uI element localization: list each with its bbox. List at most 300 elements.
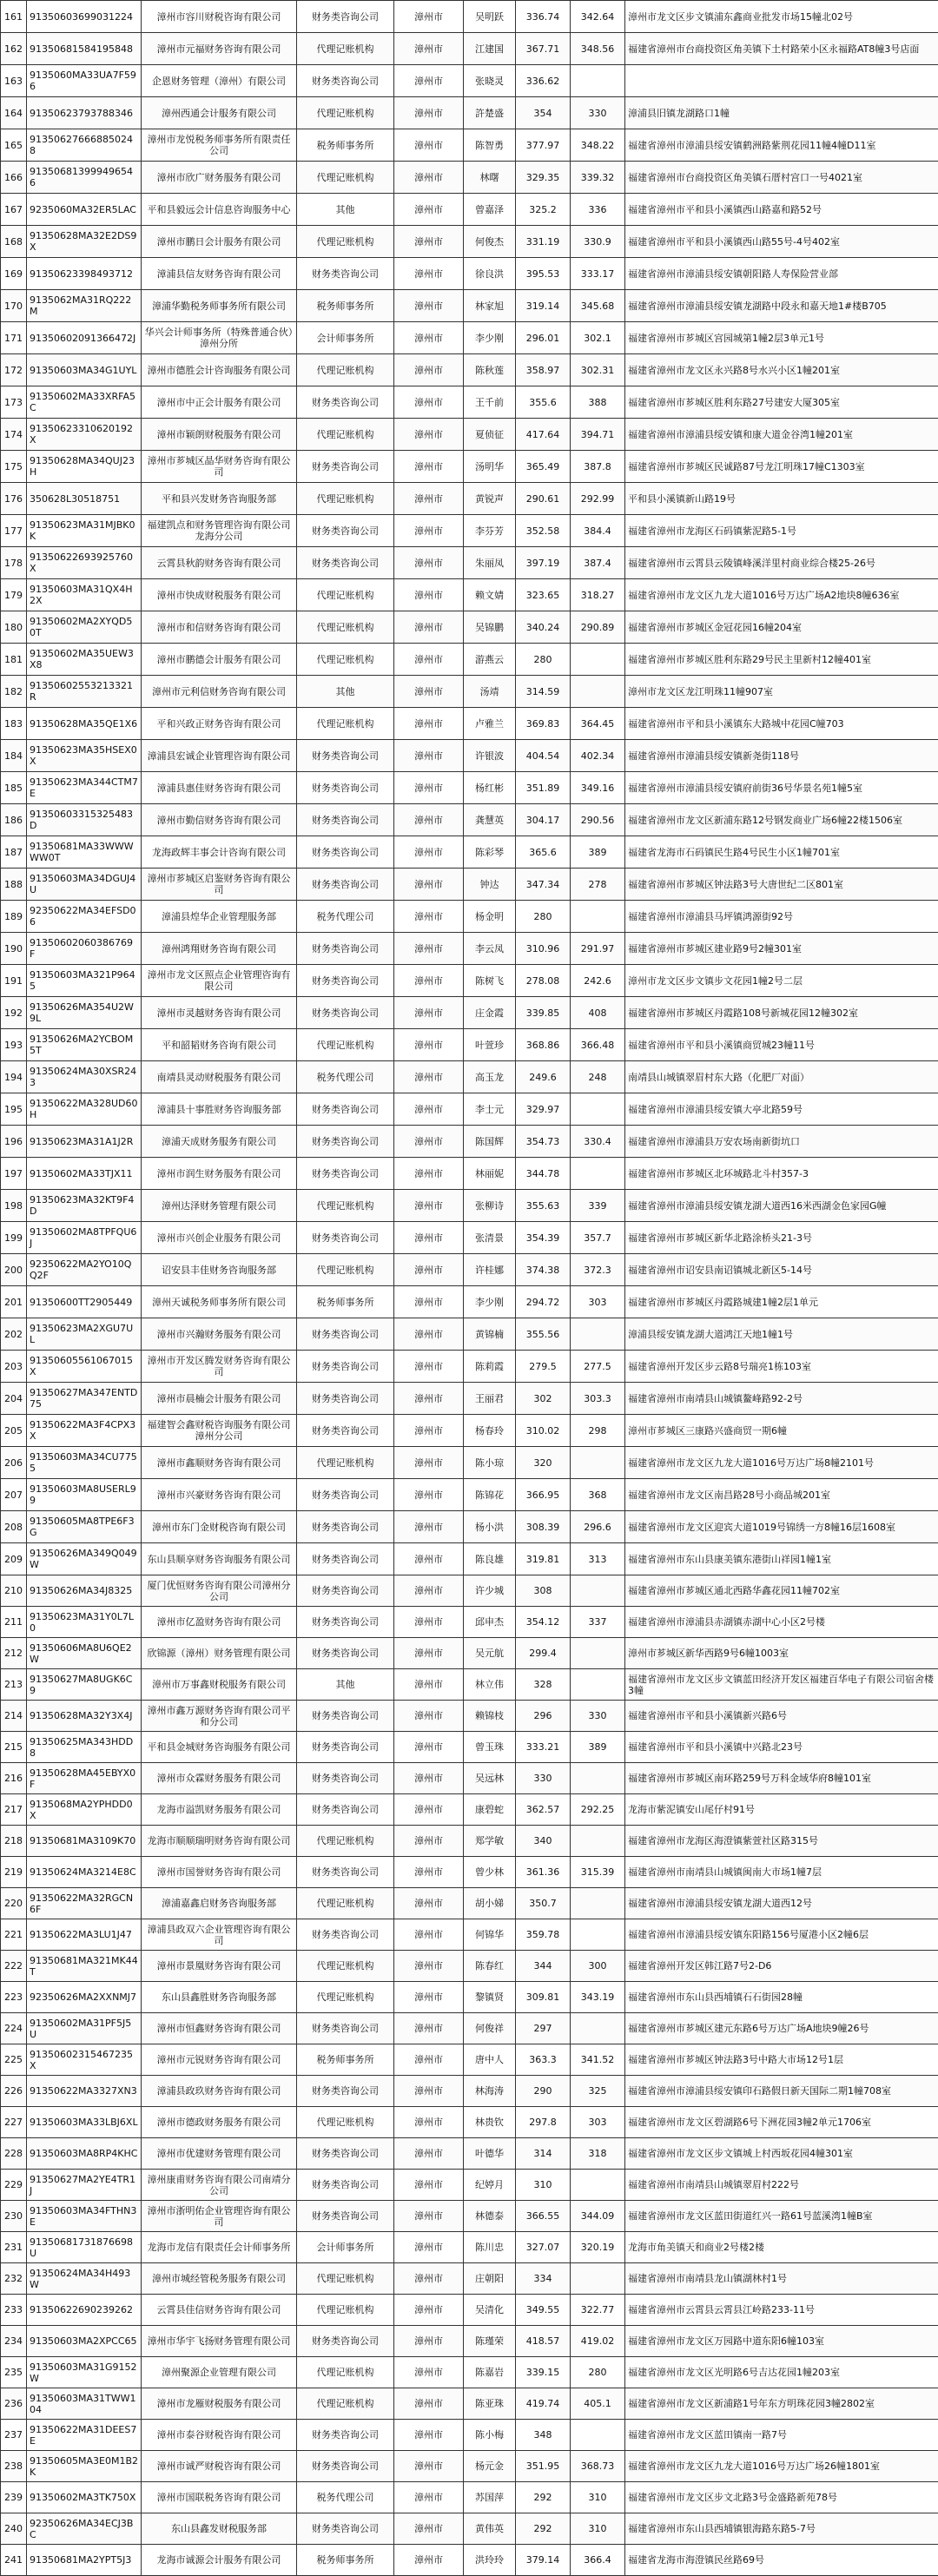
- score-a: 340: [516, 1826, 571, 1857]
- score-b: 368.73: [571, 2451, 625, 2482]
- row-number: 183: [1, 708, 27, 740]
- score-b: 394.71: [571, 419, 625, 451]
- company-type: 财务类咨询公司: [297, 1701, 394, 1732]
- score-a: 280: [516, 644, 571, 676]
- city: 漳州市: [394, 740, 464, 772]
- company-name: 漳州市开发区腾发财务咨询有限公司: [142, 1351, 297, 1383]
- company-type: 税务代理公司: [297, 1061, 394, 1093]
- row-number: 178: [1, 547, 27, 579]
- address: 福建省漳州市芗城区钟法路3号大唐世纪二区801室: [625, 869, 938, 901]
- table-row: [1, 933, 938, 965]
- table-row: [1, 1351, 938, 1383]
- city: 漳州市: [394, 2451, 464, 2482]
- row-number: 164: [1, 97, 27, 129]
- contact-name: 邱申杰: [464, 1607, 516, 1638]
- contact-name: 纪婷月: [464, 2170, 516, 2201]
- company-name: 漳州市国联税务咨询有限公司: [142, 2482, 297, 2513]
- score-b: 280: [571, 2357, 625, 2388]
- company-type: 税务师事务所: [297, 1286, 394, 1318]
- row-number: 188: [1, 869, 27, 901]
- city: 漳州市: [394, 1511, 464, 1543]
- table-row: [1, 2044, 938, 2076]
- score-a: 355.63: [516, 1190, 571, 1222]
- address: 福建省漳州市漳浦县绥安镇龙湖大道西12号: [625, 1888, 938, 1919]
- city: 漳州市: [394, 1763, 464, 1794]
- contact-name: 苏国萍: [464, 2482, 516, 2513]
- company-name: 漳州市龙雁财税服务有限公司: [142, 2388, 297, 2420]
- company-type: 代理记账机构: [297, 611, 394, 644]
- table-row: [1, 2357, 938, 2388]
- contact-name: 吴明跃: [464, 1, 516, 33]
- contact-name: 许桂娜: [464, 1254, 516, 1286]
- address: 福建省漳州市平和县小溪镇中兴路北23号: [625, 1732, 938, 1763]
- table-row: [1, 1888, 938, 1919]
- company-name: 漳州市元福财务咨询有限公司: [142, 33, 297, 65]
- row-number: 200: [1, 1254, 27, 1286]
- city: 漳州市: [394, 386, 464, 419]
- company-type: 财务类咨询公司: [297, 1794, 394, 1826]
- row-number: 161: [1, 1, 27, 33]
- table-row: [1, 2388, 938, 2420]
- address: 龙海市紫泥镇安山尾仔村91号: [625, 1794, 938, 1826]
- score-b: 302.31: [571, 354, 625, 386]
- city: 漳州市: [394, 997, 464, 1029]
- address: 福建省漳州市漳浦县绥安镇龙湖大道西16米西湖金色家园G幢: [625, 1190, 938, 1222]
- company-type: 代理记账机构: [297, 2263, 394, 2295]
- address: 福建省漳州市芗城区宫园城第1幢2层3单元1号: [625, 322, 938, 354]
- city: 漳州市: [394, 1190, 464, 1222]
- table-row: [1, 2326, 938, 2357]
- address: 福建省漳州市东山县西埔镇石石街园28幢: [625, 1982, 938, 2013]
- company-name: 平和县毅远会计信息咨询服务中心: [142, 194, 297, 226]
- company-type: 财务类咨询公司: [297, 1919, 394, 1951]
- city: 漳州市: [394, 2545, 464, 2576]
- table-row: [1, 354, 938, 386]
- table-row: [1, 1857, 938, 1888]
- address: 漳州市芗城区新华西路9号6幢1003室: [625, 1638, 938, 1669]
- address: 福建省漳州市漳浦县万安农场南新街坑口: [625, 1126, 938, 1158]
- company-name: 漳州市鹏德会计服务有限公司: [142, 644, 297, 676]
- city: 漳州市: [394, 226, 464, 258]
- company-type: 代理记账机构: [297, 1888, 394, 1919]
- company-type: 税务师事务所: [297, 2545, 394, 2576]
- city: 漳州市: [394, 804, 464, 836]
- company-name: 漳州市容川财税咨询有限公司: [142, 1, 297, 33]
- company-type: 财务类咨询公司: [297, 2420, 394, 2451]
- company-name: 云霄县秋韵财务咨询有限公司: [142, 547, 297, 579]
- address: 福建省漳州市漳浦县绥安镇印石路假日新天国际二期1幢708室: [625, 2076, 938, 2107]
- table-row: [1, 965, 938, 997]
- credit-code: 91350627MA2YE4TR1J: [27, 2170, 142, 2201]
- company-type: 财务类咨询公司: [297, 997, 394, 1029]
- table-row: [1, 1919, 938, 1951]
- company-type: 财务类咨询公司: [297, 1638, 394, 1669]
- credit-code: 91350605MA8TPE6F3G: [27, 1511, 142, 1543]
- city: 漳州市: [394, 1415, 464, 1447]
- company-type: 财务类咨询公司: [297, 1607, 394, 1638]
- address: 福建省漳州市龙文区步文镇蓝田经济开发区福建百华电子有限公司宿舍楼3幢: [625, 1669, 938, 1701]
- credit-code: 91350681731876698U: [27, 2232, 142, 2263]
- score-b: [571, 1158, 625, 1190]
- city: 漳州市: [394, 2201, 464, 2232]
- table-row: [1, 1794, 938, 1826]
- city: 漳州市: [394, 1, 464, 33]
- address: 福建省漳州市南靖县山城镇闽南大市场1幢7层: [625, 1857, 938, 1888]
- credit-code: 91350681MA2YPT5J3: [27, 2545, 142, 2576]
- credit-code: 91350603MA31G9152W: [27, 2357, 142, 2388]
- city: 漳州市: [394, 547, 464, 579]
- score-b: [571, 65, 625, 97]
- row-number: 225: [1, 2044, 27, 2076]
- score-a: 355.56: [516, 1318, 571, 1351]
- score-b: 387.8: [571, 451, 625, 483]
- company-name: 漳州市城经管税务服务有限公司: [142, 2263, 297, 2295]
- row-number: 193: [1, 1029, 27, 1061]
- company-type: 代理记账机构: [297, 483, 394, 515]
- address: 福建省漳州市漳浦县赤湖镇赤湖中心小区2号楼: [625, 1607, 938, 1638]
- table-row: [1, 97, 938, 129]
- address: 福建省漳州市平和县小溪镇新兴路6号: [625, 1701, 938, 1732]
- score-b: 341.52: [571, 2044, 625, 2076]
- company-name: 漳州市诚严财税咨询有限公司: [142, 2451, 297, 2482]
- company-name: 漳浦县宏诚企业管理咨询有限公司: [142, 740, 297, 772]
- company-type: 财务类咨询公司: [297, 1732, 394, 1763]
- city: 漳州市: [394, 2138, 464, 2170]
- credit-code: 91350602553213321R: [27, 676, 142, 708]
- contact-name: 陈莉霞: [464, 1351, 516, 1383]
- table-row: [1, 129, 938, 162]
- contact-name: 陈良雄: [464, 1543, 516, 1575]
- contact-name: 陈小琼: [464, 1447, 516, 1479]
- company-name: 平和兴政正财务咨询有限公司: [142, 708, 297, 740]
- row-number: 179: [1, 579, 27, 611]
- row-number: 168: [1, 226, 27, 258]
- row-number: 177: [1, 515, 27, 547]
- address: 福建省漳州市芗城区金冠花园16幢204室: [625, 611, 938, 644]
- city: 漳州市: [394, 194, 464, 226]
- row-number: 203: [1, 1351, 27, 1383]
- contact-name: 陈春红: [464, 1951, 516, 1982]
- city: 漳州市: [394, 1286, 464, 1318]
- city: 漳州市: [394, 1982, 464, 2013]
- score-a: 339.15: [516, 2357, 571, 2388]
- table-row: [1, 1222, 938, 1254]
- company-name: 漳州市兴创企业服务有限公司: [142, 1222, 297, 1254]
- address: 福建省漳州市平和县小溪镇西山路55号-4号402室: [625, 226, 938, 258]
- row-number: 235: [1, 2357, 27, 2388]
- row-number: 174: [1, 419, 27, 451]
- contact-name: 夏侦征: [464, 419, 516, 451]
- credit-code: 91350623MA31MJBK0K: [27, 515, 142, 547]
- credit-code: 91350603MA34DGUJ4U: [27, 869, 142, 901]
- row-number: 204: [1, 1383, 27, 1415]
- company-type: 财务类咨询公司: [297, 258, 394, 290]
- credit-code: 92350622MA34EFSD06: [27, 901, 142, 933]
- row-number: 219: [1, 1857, 27, 1888]
- score-a: 310: [516, 2170, 571, 2201]
- city: 漳州市: [394, 1158, 464, 1190]
- address: 福建省漳州市芗城区建业路9号2幢301室: [625, 933, 938, 965]
- address: 福建省漳州市芗城区胜利东路27号建安大厦305室: [625, 386, 938, 419]
- score-a: 354.12: [516, 1607, 571, 1638]
- score-b: 278: [571, 869, 625, 901]
- credit-code: 91350623MA31Y0L7L0: [27, 1607, 142, 1638]
- company-name: 福建智会鑫财税咨询服务有限公司漳州分公司: [142, 1415, 297, 1447]
- company-type: 财务类咨询公司: [297, 2013, 394, 2044]
- table-row: [1, 1543, 938, 1575]
- score-a: 320: [516, 1447, 571, 1479]
- credit-code: 92350622MA2YO10QQ2F: [27, 1254, 142, 1286]
- city: 漳州市: [394, 2513, 464, 2545]
- score-b: 292.25: [571, 1794, 625, 1826]
- address: 福建省漳州市平和县小溪镇西山路嘉和路52号: [625, 194, 938, 226]
- row-number: 229: [1, 2170, 27, 2201]
- city: 漳州市: [394, 322, 464, 354]
- company-type: 财务类咨询公司: [297, 804, 394, 836]
- company-type: 财务类咨询公司: [297, 1, 394, 33]
- score-a: 336.62: [516, 65, 571, 97]
- address: 福建省漳州市东山县西埔镇银海路东路5-7号: [625, 2513, 938, 2545]
- score-b: 322.77: [571, 2295, 625, 2326]
- score-a: 363.3: [516, 2044, 571, 2076]
- table-row: [1, 386, 938, 419]
- company-type: 财务类咨询公司: [297, 740, 394, 772]
- score-a: 347.34: [516, 869, 571, 901]
- address: 福建省漳州市漳浦县绥安镇龙湖路中段永和嘉天地1#楼B705: [625, 290, 938, 322]
- row-number: 239: [1, 2482, 27, 2513]
- score-b: 348.56: [571, 33, 625, 65]
- city: 漳州市: [394, 1222, 464, 1254]
- company-name: 漳浦县十事胜财务咨询服务部: [142, 1093, 297, 1126]
- table-row: [1, 162, 938, 194]
- city: 漳州市: [394, 290, 464, 322]
- score-b: 402.34: [571, 740, 625, 772]
- company-type: 代理记账机构: [297, 1826, 394, 1857]
- contact-name: 杨金明: [464, 901, 516, 933]
- company-name: 漳州市泰谷财税咨询有限公司: [142, 2420, 297, 2451]
- company-name: 漳州市鑫顺财务咨询有限公司: [142, 1447, 297, 1479]
- row-number: 230: [1, 2201, 27, 2232]
- company-type: 税务代理公司: [297, 901, 394, 933]
- credit-code: 913506813999496546: [27, 162, 142, 194]
- credit-code: 91350627MA347ENTD75: [27, 1383, 142, 1415]
- row-number: 191: [1, 965, 27, 997]
- credit-code: 91350603MA8RP4KHC: [27, 2138, 142, 2170]
- company-name: 漳州西通会计服务有限公司: [142, 97, 297, 129]
- row-number: 238: [1, 2451, 27, 2482]
- contact-name: 吴清化: [464, 2295, 516, 2326]
- credit-code: 91350602MA2XYQD50T: [27, 611, 142, 644]
- contact-name: 黎镇贤: [464, 1982, 516, 2013]
- city: 漳州市: [394, 2044, 464, 2076]
- row-number: 214: [1, 1701, 27, 1732]
- address: 福建省漳州市平和县小溪镇商贸城23幢11号: [625, 1029, 938, 1061]
- table-row: [1, 1093, 938, 1126]
- row-number: 232: [1, 2263, 27, 2295]
- contact-name: 汤明华: [464, 451, 516, 483]
- row-number: 173: [1, 386, 27, 419]
- row-number: 223: [1, 1982, 27, 2013]
- row-number: 181: [1, 644, 27, 676]
- contact-name: 黄伟英: [464, 2513, 516, 2545]
- city: 漳州市: [394, 1254, 464, 1286]
- table-row: [1, 836, 938, 869]
- company-type: 代理记账机构: [297, 1190, 394, 1222]
- city: 漳州市: [394, 836, 464, 869]
- table-row: [1, 772, 938, 804]
- table-row: [1, 2295, 938, 2326]
- score-a: 366.55: [516, 2201, 571, 2232]
- credit-code: 91350623310620192X: [27, 419, 142, 451]
- score-b: [571, 1763, 625, 1794]
- score-a: 314: [516, 2138, 571, 2170]
- score-b: 290.56: [571, 804, 625, 836]
- company-type: 财务类咨询公司: [297, 1575, 394, 1607]
- contact-name: 陈秋莲: [464, 354, 516, 386]
- credit-code: 91350627MA8UGK6C9: [27, 1669, 142, 1701]
- company-type: 代理记账机构: [297, 1447, 394, 1479]
- contact-name: 吴元航: [464, 1638, 516, 1669]
- row-number: 210: [1, 1575, 27, 1607]
- credit-code: 913506276668850248: [27, 129, 142, 162]
- credit-code: 91350628MA32Y3X4J: [27, 1701, 142, 1732]
- company-type: 财务类咨询公司: [297, 1857, 394, 1888]
- contact-name: 龚慧英: [464, 804, 516, 836]
- table-row: [1, 1447, 938, 1479]
- score-a: 278.08: [516, 965, 571, 997]
- table-row: [1, 1158, 938, 1190]
- address: 福建省漳州市漳浦县绥安镇新尧街118号: [625, 740, 938, 772]
- address: 福建省漳州市龙文区万园路中道东阳6幢103室: [625, 2326, 938, 2357]
- company-name: 漳州市万事鑫财税服务有限公司: [142, 1669, 297, 1701]
- score-b: [571, 1575, 625, 1607]
- address: 福建省龙海市海澄镇民丝路69号: [625, 2545, 938, 2576]
- company-type: 财务类咨询公司: [297, 2326, 394, 2357]
- company-type: 财务类咨询公司: [297, 2170, 394, 2201]
- credit-code: 9135062MA31RQ222M: [27, 290, 142, 322]
- city: 漳州市: [394, 2107, 464, 2138]
- row-number: 233: [1, 2295, 27, 2326]
- address: 福建省漳州市龙文区步文镇城上村西坂花园4幢301室: [625, 2138, 938, 2170]
- company-type: 代理记账机构: [297, 1254, 394, 1286]
- score-b: [571, 1669, 625, 1701]
- city: 漳州市: [394, 1575, 464, 1607]
- address: 平和县小溪镇新山路19号: [625, 483, 938, 515]
- table-row: [1, 869, 938, 901]
- city: 漳州市: [394, 33, 464, 65]
- score-a: 292: [516, 2513, 571, 2545]
- score-b: [571, 1826, 625, 1857]
- company-name: 漳州市元利信财务咨询有限公司: [142, 676, 297, 708]
- city: 漳州市: [394, 1351, 464, 1383]
- score-a: 419.74: [516, 2388, 571, 2420]
- contact-name: 张柳诗: [464, 1190, 516, 1222]
- row-number: 199: [1, 1222, 27, 1254]
- score-a: 280: [516, 901, 571, 933]
- contact-name: 康碧蛇: [464, 1794, 516, 1826]
- city: 漳州市: [394, 2482, 464, 2513]
- credit-code: 91350623MA35HSEX0X: [27, 740, 142, 772]
- score-b: 368: [571, 1479, 625, 1511]
- score-a: 290: [516, 2076, 571, 2107]
- score-b: 366.4: [571, 2545, 625, 2576]
- score-a: 368.86: [516, 1029, 571, 1061]
- row-number: 201: [1, 1286, 27, 1318]
- company-name: 龙海市诚源会计服务有限公司: [142, 2545, 297, 2576]
- address: 福建省漳州市芗城区丹霞路108号新城花园12幢302室: [625, 997, 938, 1029]
- contact-name: 高玉龙: [464, 1061, 516, 1093]
- score-b: [571, 2420, 625, 2451]
- credit-code: 91350603315325483D: [27, 804, 142, 836]
- company-type: 财务类咨询公司: [297, 386, 394, 419]
- city: 漳州市: [394, 2388, 464, 2420]
- credit-code: 91350681MA33WWWWW0T: [27, 836, 142, 869]
- table-row: [1, 419, 938, 451]
- table-row: [1, 579, 938, 611]
- score-b: 366.48: [571, 1029, 625, 1061]
- city: 漳州市: [394, 1857, 464, 1888]
- company-type: 代理记账机构: [297, 644, 394, 676]
- company-type: 财务类咨询公司: [297, 1383, 394, 1415]
- address: 福建省漳州市芗城区钟法路3号中路大市场12号1层: [625, 2044, 938, 2076]
- table-row: [1, 1511, 938, 1543]
- score-a: 355.6: [516, 386, 571, 419]
- company-name: 漳浦县政玖财务咨询有限公司: [142, 2076, 297, 2107]
- row-number: 231: [1, 2232, 27, 2263]
- score-b: 336: [571, 194, 625, 226]
- company-name: 漳州市国誉财务咨询有限公司: [142, 1857, 297, 1888]
- score-a: 349.55: [516, 2295, 571, 2326]
- address: 福建省漳州市龙文区九龙大道1016号万达广场8幢2101号: [625, 1447, 938, 1479]
- contact-name: 张清景: [464, 1222, 516, 1254]
- company-name: 漳州市欣广财务服务有限公司: [142, 162, 297, 194]
- score-a: 351.89: [516, 772, 571, 804]
- table-row: [1, 804, 938, 836]
- address: 福建省漳州市芗城区通北西路华鑫花园11幢702室: [625, 1575, 938, 1607]
- table-row: [1, 1061, 938, 1093]
- contact-name: 林贵钦: [464, 2107, 516, 2138]
- city: 漳州市: [394, 1318, 464, 1351]
- credit-code: 350628L30518751: [27, 483, 142, 515]
- score-b: [571, 1888, 625, 1919]
- address: 福建省漳州市台商投资区角美镇石厝村宫口一号4021室: [625, 162, 938, 194]
- credit-code: 91350628MA34QUJ23H: [27, 451, 142, 483]
- contact-name: 陈树飞: [464, 965, 516, 997]
- table-row: [1, 1, 938, 33]
- company-name: 漳州市鹏日会计服务有限公司: [142, 226, 297, 258]
- table-row: [1, 1607, 938, 1638]
- contact-name: 洪玲玲: [464, 2545, 516, 2576]
- credit-code: 91350622MA31DEES7E: [27, 2420, 142, 2451]
- city: 漳州市: [394, 611, 464, 644]
- credit-code: 91350628MA45EBYX0F: [27, 1763, 142, 1794]
- address: 福建省漳州市南靖县山城镇鳌峰路92-2号: [625, 1383, 938, 1415]
- company-type: 财务类咨询公司: [297, 2513, 394, 2545]
- credit-code: 91350623793788346: [27, 97, 142, 129]
- row-number: 234: [1, 2326, 27, 2357]
- credit-code: 91350603MA31TWW104: [27, 2388, 142, 2420]
- contact-name: 卢雅兰: [464, 708, 516, 740]
- contact-name: 陈小梅: [464, 2420, 516, 2451]
- credit-code: 91350603MA34FTHN3E: [27, 2201, 142, 2232]
- score-a: 302: [516, 1383, 571, 1415]
- table-row: [1, 1982, 938, 2013]
- city: 漳州市: [394, 1543, 464, 1575]
- score-b: 277.5: [571, 1351, 625, 1383]
- company-name: 漳浦华勤税务师事务所有限公司: [142, 290, 297, 322]
- company-name: 漳州市优建财务管理有限公司: [142, 2138, 297, 2170]
- city: 漳州市: [394, 97, 464, 129]
